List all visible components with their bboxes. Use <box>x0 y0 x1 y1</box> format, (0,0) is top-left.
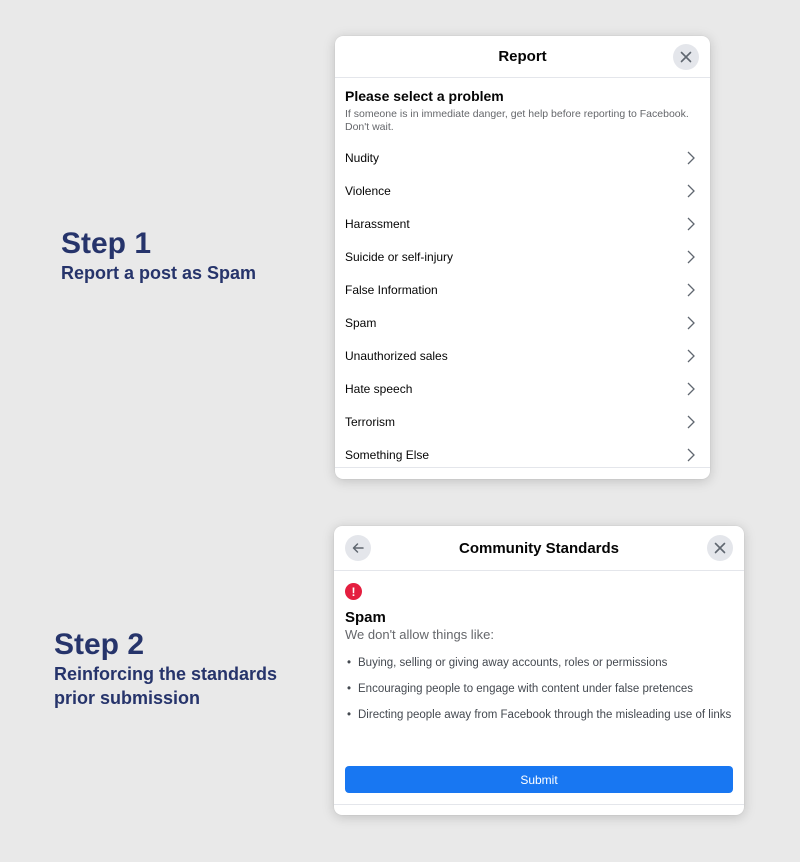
close-button[interactable] <box>673 44 699 70</box>
reason-item-nudity[interactable] <box>345 141 700 174</box>
list-item-text: Encouraging people to engage with content under false pretences <box>358 683 694 695</box>
step-2-label <box>54 628 314 710</box>
chevron-right-icon <box>686 283 696 297</box>
chevron-right-icon <box>686 151 696 165</box>
step-subtitle: Reinforcing the standards prior submission <box>54 664 278 708</box>
divider <box>335 467 710 468</box>
community-standards-dialog <box>334 526 744 815</box>
problem-subtext: If someone is in immediate danger, get help before reporting to Facebook. Don't wait. <box>345 108 689 133</box>
reason-label: Violence <box>345 183 391 198</box>
divider <box>334 804 744 805</box>
list-item-text: Directing people away from Facebook through the misleading use of links <box>358 709 732 721</box>
reason-item-unauthorized-sales[interactable] <box>345 339 700 372</box>
community-standards-body <box>334 571 744 723</box>
reason-item-spam[interactable] <box>345 306 700 339</box>
bullet: • <box>347 657 352 669</box>
chevron-right-icon <box>686 415 696 429</box>
report-dialog-body <box>335 78 710 471</box>
standard-list <box>345 656 733 723</box>
step-title: Step 2 <box>54 628 145 661</box>
step-title: Step 1 <box>61 227 152 260</box>
report-dialog-header <box>335 36 710 78</box>
problem-heading: Please select a problem <box>345 88 504 104</box>
submit-button[interactable]: Submit <box>345 766 733 793</box>
reason-item-suicide-or-self-injury[interactable] <box>345 240 700 273</box>
reason-label: Nudity <box>345 150 380 165</box>
step-subtitle: Report a post as Spam <box>61 263 257 283</box>
list-item-text: Buying, selling or giving away accounts, roles or permissions <box>358 657 668 669</box>
reason-item-terrorism[interactable] <box>345 405 700 438</box>
dialog-title: Community Standards <box>458 539 620 557</box>
bullet: • <box>347 709 352 721</box>
reason-item-false-information[interactable] <box>345 273 700 306</box>
list-item <box>347 656 733 671</box>
reason-item-harassment[interactable] <box>345 207 700 240</box>
chevron-right-icon <box>686 217 696 231</box>
reason-label: Unauthorized sales <box>345 348 448 363</box>
close-icon <box>680 51 692 63</box>
reason-item-hate-speech[interactable] <box>345 372 700 405</box>
back-button[interactable] <box>345 535 371 561</box>
reason-label: Harassment <box>345 216 410 231</box>
chevron-right-icon <box>686 349 696 363</box>
chevron-right-icon <box>686 250 696 264</box>
close-button[interactable] <box>707 535 733 561</box>
step-1-label <box>61 227 256 285</box>
reason-list <box>345 141 700 471</box>
list-item <box>347 708 733 723</box>
reason-item-violence[interactable] <box>345 174 700 207</box>
reason-label: Something Else <box>345 447 430 462</box>
bullet: • <box>347 683 352 695</box>
reason-label: Spam <box>345 315 377 330</box>
list-item <box>347 682 733 697</box>
close-icon <box>714 542 726 554</box>
reason-label: Hate speech <box>345 381 413 396</box>
community-standards-header <box>334 526 744 571</box>
chevron-right-icon <box>686 448 696 462</box>
standard-subtext: We don't allow things like: <box>345 627 494 642</box>
reason-label: Suicide or self-injury <box>345 249 454 264</box>
standard-heading: Spam <box>345 609 386 626</box>
report-dialog <box>335 36 710 479</box>
reason-label: False Information <box>345 282 438 297</box>
alert-icon: ! <box>345 583 362 600</box>
reason-label: Terrorism <box>345 414 395 429</box>
chevron-right-icon <box>686 184 696 198</box>
chevron-right-icon <box>686 382 696 396</box>
chevron-right-icon <box>686 316 696 330</box>
back-arrow-icon <box>352 542 364 554</box>
dialog-title: Report <box>498 48 547 65</box>
